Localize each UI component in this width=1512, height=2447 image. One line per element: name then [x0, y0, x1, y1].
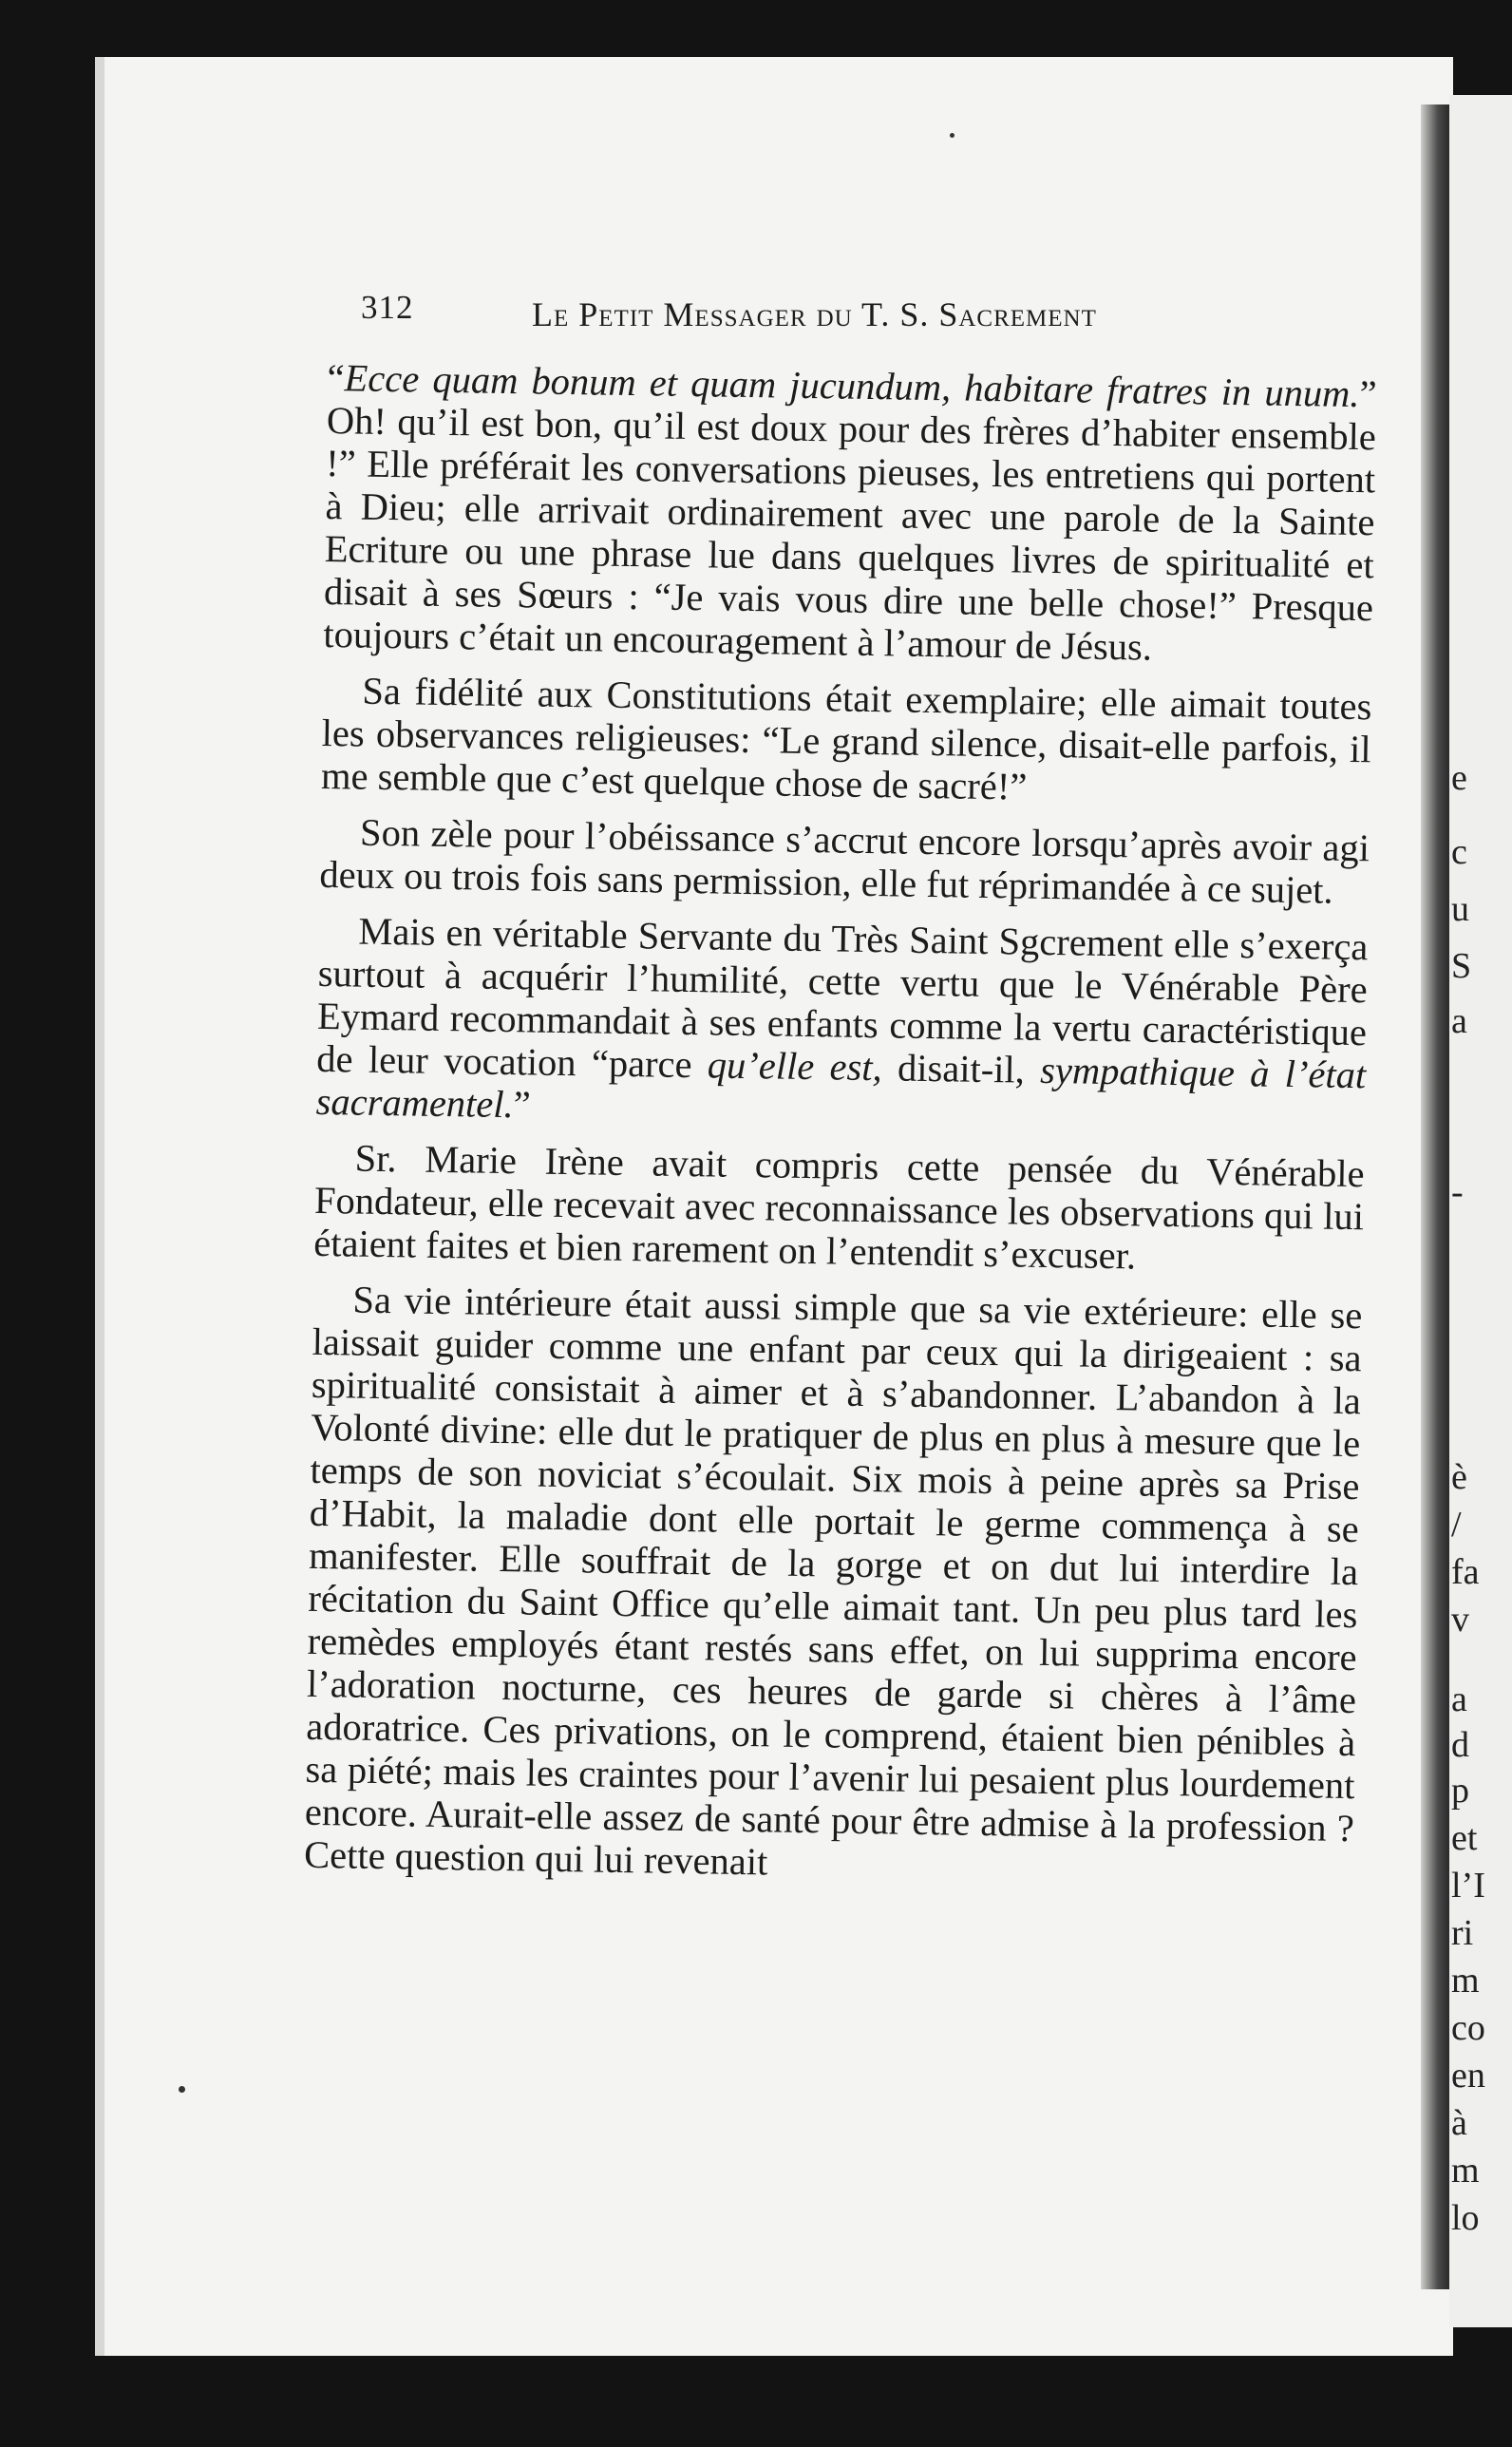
- facing-page-fragment: ri: [1451, 1913, 1474, 1953]
- text-run: Sa vie intérieure était aussi simple que sa vie extérieure: elle se laissait guider comme une enfant par ceux qui la dirigeaient : sa spiritualité consistait à aimer et à s’abandonner. L’abandon à la Volonté divine: elle dut le pratiquer de plus en plus à mesure que le temps de son noviciat s’écoulait. Six mois à peine après sa Prise d’Habit, la maladie dont elle portait le germe commença à se manifester. Elle souffrait de la gorge et on dut lui interdire la récitation du Saint Office qu’elle aimait tant. Un peu plus tard les remèdes employés étant restés sans effet, on lui supprima encore l’adoration nocturne, ces heures de garde si chères à l’âme adoratrice. Ces privations, on le comprend, étaient bien pénibles à sa piété; mais les craintes pour l’avenir lui pesaient plus lourdement encore. Aurait-elle assez de santé pour être admise à la profession ? Cette question qui lui revenait: [303, 1278, 1363, 1884]
- facing-page-fragment: u: [1451, 889, 1469, 929]
- text-run: Sa fidélité aux Constitutions était exemplaire; elle aimait toutes les observances religieuses: “Le grand silence, disait-elle parfois, il me semble que c’est quelque chose de sacré!”: [320, 669, 1372, 808]
- facing-page-fragment: p: [1451, 1771, 1469, 1811]
- facing-page-edge: [1449, 95, 1512, 2327]
- facing-page-fragment: m: [1451, 2151, 1480, 2191]
- facing-page-fragment: lo: [1451, 2198, 1480, 2238]
- text-run: Sr. Marie Irène avait compris cette pensée du Vénérable Fondateur, elle recevait avec reconnaissance les observations qui lui étaient faites et bien rarement on l’entendit s’excuser.: [312, 1136, 1365, 1278]
- facing-page-fragment: /: [1451, 1505, 1462, 1545]
- paragraph: [304, 1278, 1363, 1892]
- page-number: 312: [361, 289, 414, 326]
- facing-page-fragment: e: [1451, 758, 1467, 798]
- facing-page-fragment: d: [1451, 1725, 1469, 1765]
- text-run: Mais en véritable Servante du Très Saint Sgcrement elle s’exerça surtout à acquérir l’humilité, cette vertu que le Vénérable Père Eymard recommandait à ses enfants comme la vertu caractéristique de leur vocation “parce: [316, 909, 1369, 1087]
- text-run: ” Oh! qu’il est bon, qu’il est doux pour des frères d’habiter ensemble !” Elle préférait les conversations pieuses, les entretiens qui portent à Dieu; elle arrivait ordinairement avec une parole de la Sainte Ecriture ou une phrase lue dans quelques livres de spiritualité et disait à ses Sœurs : “Je vais vous dire une belle chose!” Presque toujours c’était un encouragement à l’amour de Jésus.: [323, 372, 1377, 669]
- book-spine: [1421, 104, 1449, 2289]
- italic-text: qu’elle est,: [707, 1043, 883, 1090]
- facing-page-fragment: fa: [1451, 1552, 1480, 1592]
- speck: [950, 133, 954, 138]
- paragraph: [323, 356, 1377, 672]
- facing-page-fragment: à: [1451, 2103, 1467, 2143]
- facing-page-fragment: l’I: [1451, 1866, 1485, 1906]
- speck: [179, 2086, 185, 2093]
- facing-page-fragment: a: [1451, 1001, 1467, 1041]
- italic-text: sympathique à l’état sacramentel.: [315, 1048, 1367, 1127]
- paragraph: [319, 810, 1370, 912]
- italic-text: Ecce quam bonum et quam jucundum, habitare fratres in unum.: [344, 356, 1360, 416]
- text-run: Son zèle pour l’obéissance s’accrut encore lorsqu’après avoir agi deux ou trois fois sans permission, elle fut réprimandée à ce sujet.: [319, 810, 1370, 912]
- facing-page-fragment: a: [1451, 1679, 1467, 1719]
- paragraph: [313, 1136, 1365, 1280]
- facing-page-fragment: c: [1451, 832, 1467, 872]
- paragraph: [321, 669, 1372, 813]
- facing-page-fragment: v: [1451, 1600, 1469, 1640]
- facing-page-fragment: m: [1451, 1961, 1480, 2001]
- facing-page-fragment: S: [1451, 946, 1472, 986]
- facing-page-fragment: co: [1451, 2008, 1485, 2048]
- facing-page-fragment: et: [1451, 1818, 1478, 1858]
- facing-page-fragment: en: [1451, 2056, 1485, 2096]
- text-run: “: [327, 356, 345, 400]
- text-run: disait-il,: [881, 1046, 1041, 1091]
- page-header: [361, 289, 1216, 336]
- facing-page-fragment: -: [1451, 1172, 1464, 1212]
- facing-page-fragment: è: [1451, 1457, 1467, 1497]
- text-run: ”: [513, 1083, 532, 1127]
- page-body: [299, 356, 1377, 2206]
- paragraph: [315, 909, 1368, 1139]
- running-head: Le Petit Messager du T. S. Sacrement: [532, 295, 1097, 333]
